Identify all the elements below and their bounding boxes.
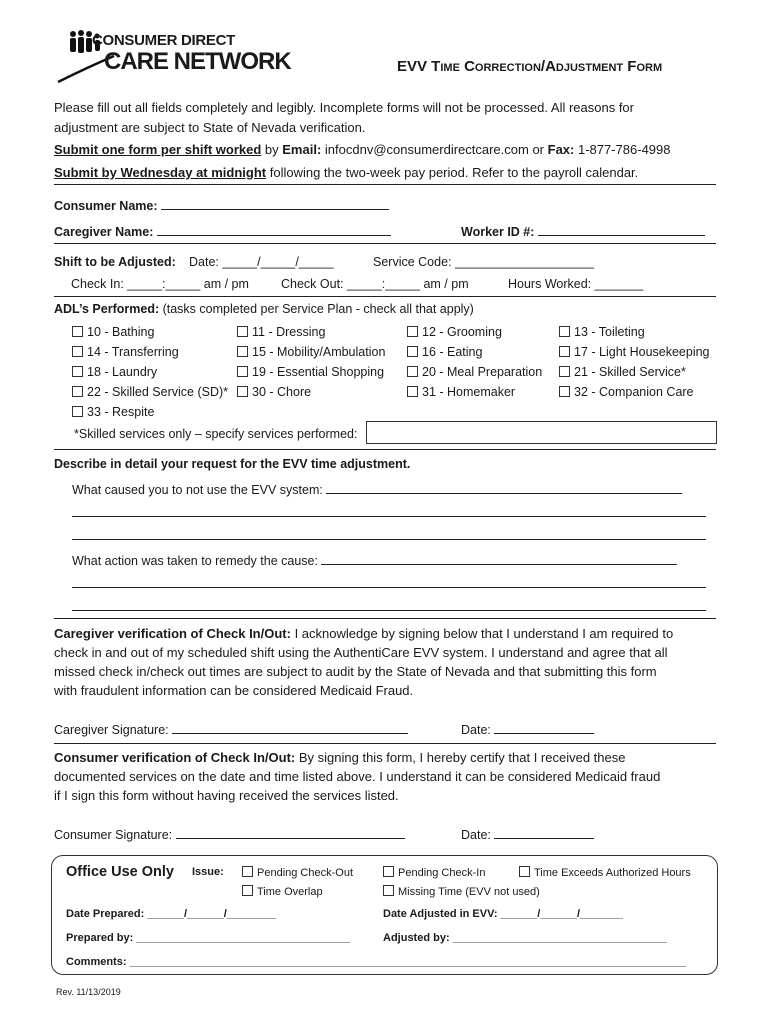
adl-option-label: 11 - Dressing xyxy=(252,325,326,339)
opt-time-overlap[interactable]: Time Overlap xyxy=(242,885,323,898)
checkbox[interactable] xyxy=(407,346,418,357)
worker-id-label: Worker ID #: xyxy=(461,223,705,239)
intro-line1: Please fill out all fields completely and legibly. Incomplete forms will not be processed. All reasons for xyxy=(54,100,634,115)
prepared-by-field[interactable]: Prepared by: ___________________________________ xyxy=(66,932,351,944)
consumer-verif-line3: if I sign this form without having received the services listed. xyxy=(54,788,399,803)
q2-field[interactable] xyxy=(321,552,677,565)
checkbox[interactable] xyxy=(559,326,570,337)
checkbox[interactable] xyxy=(559,346,570,357)
opt-missing-time[interactable]: Missing Time (EVV not used) xyxy=(383,885,540,898)
adjusted-by-field[interactable]: Adjusted by: ___________________________________ xyxy=(383,932,667,944)
revision-date: Rev. 11/13/2019 xyxy=(56,987,121,997)
adl-option[interactable] xyxy=(559,325,645,339)
adl-option[interactable] xyxy=(237,365,384,379)
checkbox[interactable] xyxy=(407,326,418,337)
shift-date-field[interactable]: Date: _____/_____/_____ xyxy=(189,255,334,269)
submit-line1 xyxy=(54,142,671,157)
adl-option-label: 10 - Bathing xyxy=(87,325,155,339)
adl-option[interactable] xyxy=(72,345,179,359)
q2-label: What action was taken to remedy the cause: xyxy=(72,552,677,568)
divider xyxy=(54,743,716,744)
adl-option[interactable] xyxy=(407,345,482,359)
adl-option[interactable] xyxy=(72,405,154,419)
checkbox[interactable] xyxy=(72,366,83,377)
adl-option-label: 32 - Companion Care xyxy=(574,385,694,399)
caregiver-date-label: Date: xyxy=(461,721,594,737)
submit2-emphasis: Submit by Wednesday at midnight xyxy=(54,165,267,180)
caregiver-verif-line3: missed check in/check out times are subject to audit by the State of Nevada and that submitting this form xyxy=(54,664,657,679)
checkbox[interactable] xyxy=(242,885,253,896)
adl-option[interactable] xyxy=(237,385,311,399)
caregiver-verif-line1: Caregiver verification of Check In/Out: I acknowledge by signing below that I understand I am required to xyxy=(54,626,674,641)
check-out-field[interactable]: Check Out: _____:_____ am / pm xyxy=(281,277,469,291)
consumer-date-field[interactable] xyxy=(494,826,594,839)
adl-option[interactable] xyxy=(407,385,515,399)
date-prepared-field[interactable]: Date Prepared: ______/______/________ xyxy=(66,908,276,920)
logo xyxy=(56,30,291,88)
adl-option-label: 20 - Meal Preparation xyxy=(422,365,543,379)
adl-option[interactable] xyxy=(407,365,542,379)
submit1-by: by xyxy=(261,142,283,157)
date-adjusted-field[interactable]: Date Adjusted in EVV: ______/______/_______ xyxy=(383,908,623,920)
adl-option-label: 14 - Transferring xyxy=(87,345,179,359)
adl-option-label: 12 - Grooming xyxy=(422,325,502,339)
check-in-field[interactable]: Check In: _____:_____ am / pm xyxy=(71,277,249,291)
caregiver-verif-line4: with fraudulent information can be considered Medicaid Fraud. xyxy=(54,683,414,698)
checkbox[interactable] xyxy=(237,326,248,337)
checkbox[interactable] xyxy=(72,386,83,397)
worker-id-field[interactable] xyxy=(538,223,705,236)
q2-line3[interactable] xyxy=(72,610,706,611)
q2-line2[interactable] xyxy=(72,587,706,588)
hours-worked-field[interactable]: Hours Worked: _______ xyxy=(508,277,644,291)
submit-line2 xyxy=(54,165,638,180)
issue-label: Issue: xyxy=(192,866,224,878)
divider xyxy=(54,184,716,185)
adl-option-label: 21 - Skilled Service* xyxy=(574,365,686,379)
opt-time-exceeds[interactable]: Time Exceeds Authorized Hours xyxy=(519,866,691,879)
adl-option-label: 18 - Laundry xyxy=(87,365,158,379)
divider xyxy=(54,243,716,244)
shift-label: Shift to be Adjusted: xyxy=(54,255,176,269)
service-code-field[interactable]: Service Code: ____________________ xyxy=(373,255,595,269)
caregiver-name-label: Caregiver Name: xyxy=(54,223,391,239)
skilled-services-input[interactable] xyxy=(366,421,717,444)
checkbox[interactable] xyxy=(383,885,394,896)
adl-option-label: 19 - Essential Shopping xyxy=(252,365,385,379)
consumer-signature-label: Consumer Signature: xyxy=(54,826,405,842)
checkbox[interactable] xyxy=(559,366,570,377)
submit2-rest: following the two-week pay period. Refer to the payroll calendar. xyxy=(266,165,639,180)
consumer-name-label: Consumer Name: xyxy=(54,197,389,213)
divider xyxy=(54,618,716,619)
form-title: EVV Time Correction/Adjustment Form xyxy=(397,58,663,75)
adl-option[interactable] xyxy=(237,345,385,359)
adl-option-label: 30 - Chore xyxy=(252,385,312,399)
adl-option[interactable] xyxy=(237,325,325,339)
adl-option[interactable] xyxy=(559,385,694,399)
consumer-verif-line1: Consumer verification of Check In/Out: By signing this form, I hereby certify that I received these xyxy=(54,750,626,765)
adl-option-label: 31 - Homemaker xyxy=(422,385,516,399)
skilled-note: *Skilled services only – specify services performed: xyxy=(74,427,358,441)
caregiver-name-field[interactable] xyxy=(157,223,391,236)
checkbox[interactable] xyxy=(407,386,418,397)
consumer-date-label: Date: xyxy=(461,826,594,842)
email-value: infocdnv@consumerdirectcare.com or xyxy=(321,142,548,157)
opt-pending-check-in[interactable]: Pending Check-In xyxy=(383,866,485,879)
q1-label: What caused you to not use the EVV system: xyxy=(72,481,682,497)
adl-option[interactable] xyxy=(72,325,154,339)
checkbox[interactable] xyxy=(519,866,530,877)
adl-option-label: 13 - Toileting xyxy=(574,325,645,339)
intro-line2: adjustment are subject to State of Nevada verification. xyxy=(54,120,366,135)
adl-option-label: 33 - Respite xyxy=(87,405,155,419)
adl-option-label: 15 - Mobility/Ambulation xyxy=(252,345,386,359)
checkbox[interactable] xyxy=(72,406,83,417)
caregiver-verif-line2: check in and out of my scheduled shift using the AuthentiCare EVV system. I understand and agree that all xyxy=(54,645,668,660)
consumer-signature-field[interactable] xyxy=(176,826,405,839)
checkbox[interactable] xyxy=(407,366,418,377)
adl-option[interactable] xyxy=(407,325,502,339)
caregiver-signature-label: Caregiver Signature: xyxy=(54,721,408,737)
logo-line1: CONSUMER DIRECT xyxy=(92,32,236,49)
checkbox[interactable] xyxy=(559,386,570,397)
consumer-verif-line2: documented services on the date and time listed above. I understand it can be considered Medicaid fraud xyxy=(54,769,661,784)
office-title: Office Use Only xyxy=(66,864,174,880)
consumer-name-field[interactable] xyxy=(161,197,389,210)
caregiver-date-field[interactable] xyxy=(494,721,594,734)
divider xyxy=(54,449,716,450)
adl-heading: ADL’s Performed: (tasks completed per Service Plan - check all that apply) xyxy=(54,302,474,316)
adl-option-label: 22 - Skilled Service (SD)* xyxy=(87,385,229,399)
describe-heading: Describe in detail your request for the EVV time adjustment. xyxy=(54,457,411,471)
divider xyxy=(54,296,716,297)
q1-field[interactable] xyxy=(326,481,682,494)
submit1-emphasis: Submit one form per shift worked xyxy=(54,142,262,157)
q1-line2[interactable] xyxy=(72,516,706,517)
opt-pending-check-out[interactable]: Pending Check-Out xyxy=(242,866,353,879)
adl-option-label: 16 - Eating xyxy=(422,345,483,359)
checkbox[interactable] xyxy=(383,866,394,877)
fax-value: 1-877-786-4998 xyxy=(574,142,671,157)
adl-option[interactable] xyxy=(72,385,228,399)
fax-label: Fax: xyxy=(547,142,575,157)
checkbox[interactable] xyxy=(237,346,248,357)
adl-option[interactable] xyxy=(72,365,157,379)
checkbox[interactable] xyxy=(72,326,83,337)
comments-field[interactable]: Comments: ___________________________________________________________________________________________ xyxy=(66,956,687,968)
email-label: Email: xyxy=(282,142,322,157)
checkbox[interactable] xyxy=(72,346,83,357)
adl-option-label: 17 - Light Housekeeping xyxy=(574,345,710,359)
checkbox[interactable] xyxy=(237,386,248,397)
q1-line3[interactable] xyxy=(72,539,706,540)
checkbox[interactable] xyxy=(242,866,253,877)
adl-option[interactable] xyxy=(559,365,686,379)
adl-option[interactable] xyxy=(559,345,710,359)
caregiver-signature-field[interactable] xyxy=(172,721,408,734)
checkbox[interactable] xyxy=(237,366,248,377)
logo-line2: CARE NETWORK xyxy=(104,48,291,75)
